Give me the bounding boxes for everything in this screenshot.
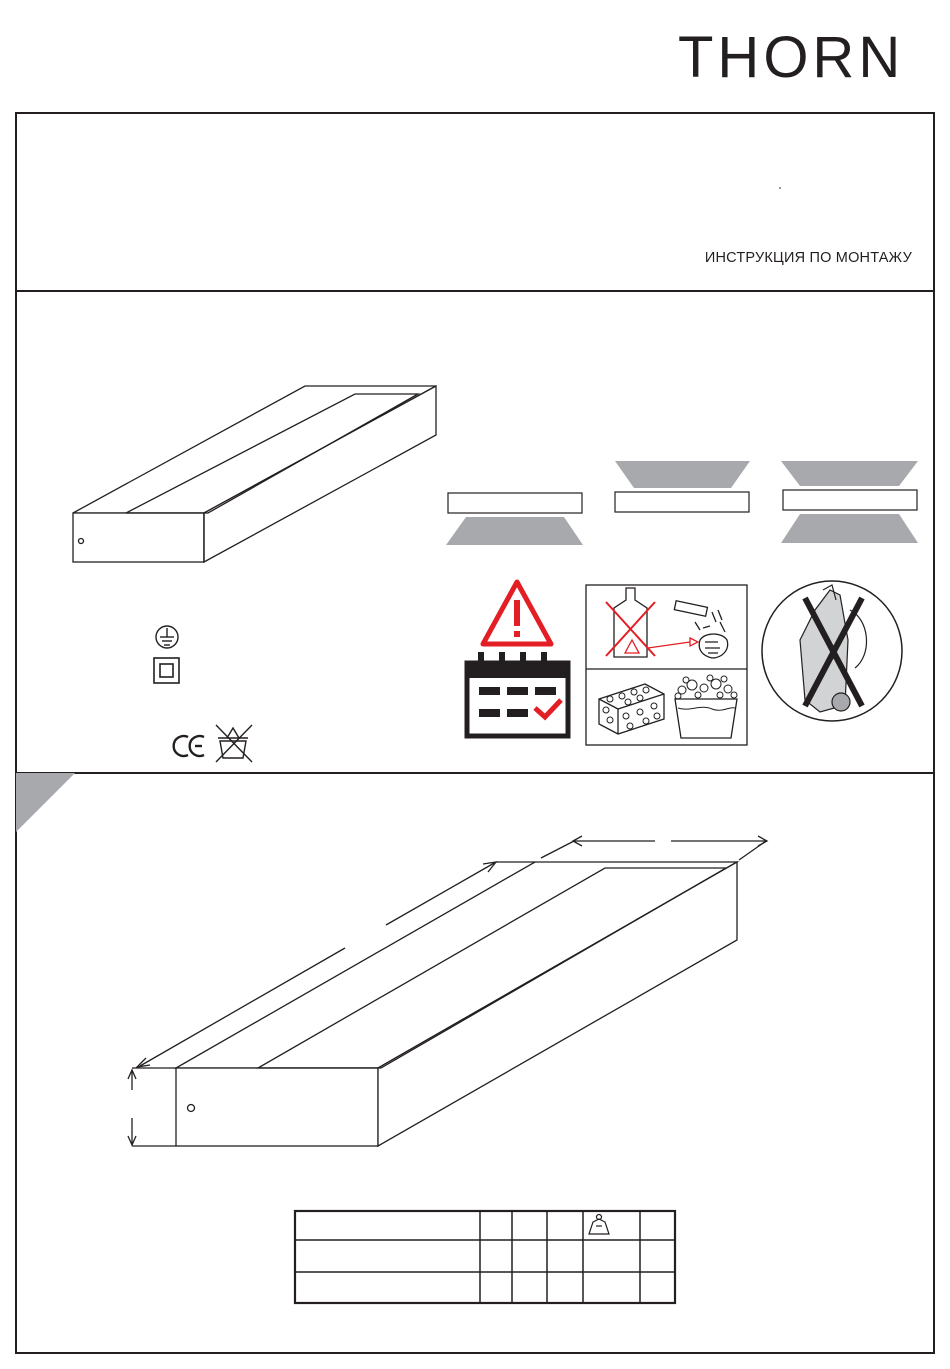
- earth-ground-icon: [156, 626, 178, 648]
- dimensions-table: [295, 1211, 675, 1303]
- crossed-bin-icon: [216, 725, 252, 762]
- mounting-ceiling-above: [615, 461, 750, 512]
- no-pressure-washer-icon: [762, 581, 902, 721]
- cleaning-instructions-icon: [586, 585, 747, 745]
- double-insulation-icon: [154, 658, 179, 683]
- weight-icon: [589, 1215, 609, 1235]
- step-corner-marker: [16, 773, 75, 832]
- warning-calendar-icon: [467, 582, 568, 736]
- ce-mark-icon: [174, 736, 204, 756]
- mounting-surface-below: [446, 493, 583, 545]
- brand-logo: THORN: [678, 25, 905, 90]
- luminaire-dimension-drawing: [128, 836, 767, 1146]
- document-title: ИНСТРУКЦИЯ ПО МОНТАЖУ: [704, 250, 912, 266]
- luminaire-small-drawing: [73, 386, 436, 562]
- mounting-both-sides: [781, 461, 918, 543]
